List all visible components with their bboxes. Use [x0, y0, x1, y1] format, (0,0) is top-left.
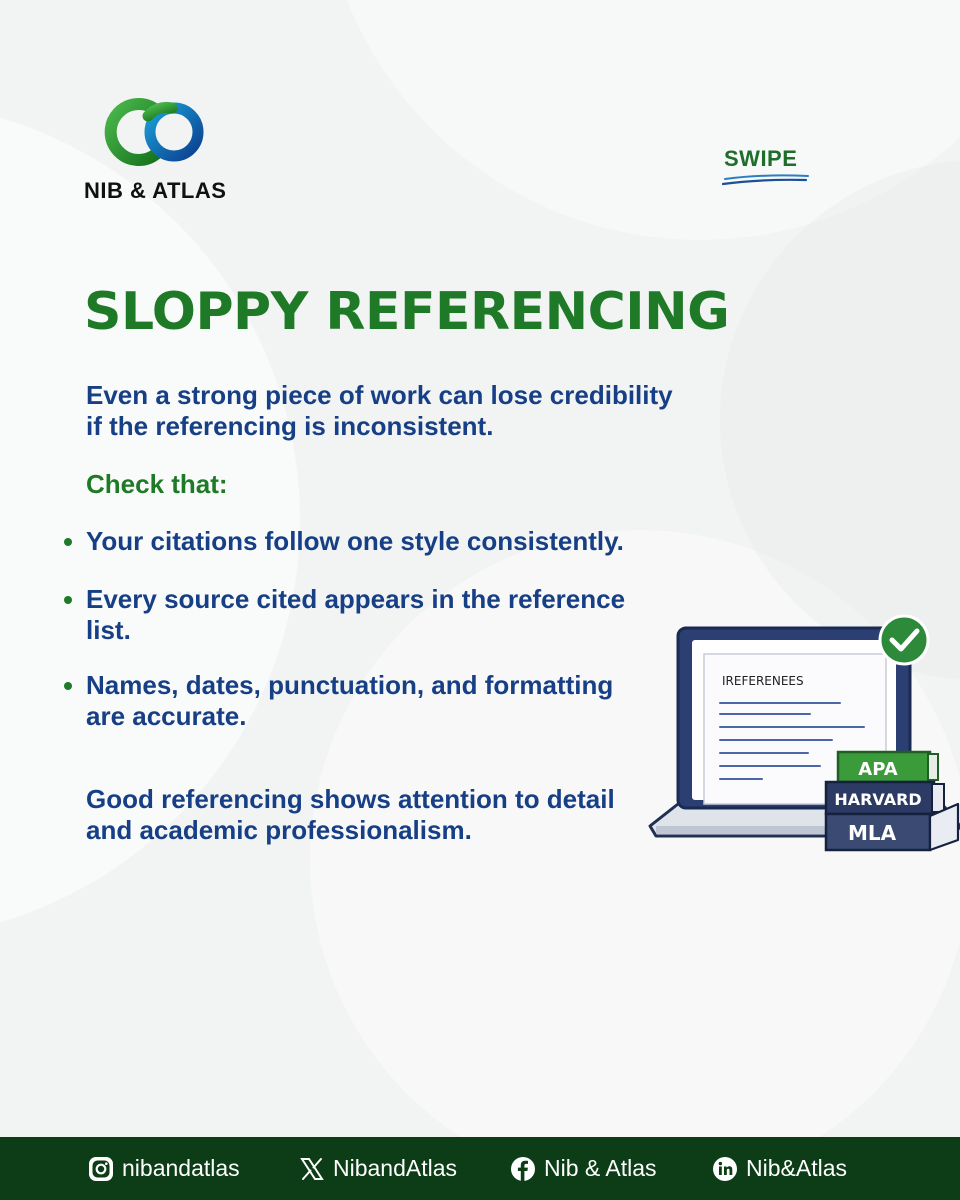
- social-handle: Nib & Atlas: [544, 1155, 657, 1181]
- social-handle: nibandatlas: [122, 1155, 240, 1181]
- brand-name: NIB & ATLAS: [84, 178, 227, 203]
- style-book-harvard: [826, 782, 944, 814]
- facebook-icon: [510, 1156, 536, 1182]
- screen-heading: IREFERENEES: [722, 674, 804, 688]
- bullet-icon: [64, 596, 72, 604]
- social-x[interactable]: [299, 1137, 457, 1200]
- check-heading: Check that:: [86, 469, 228, 499]
- list-item-text: Names, dates, punctuation, and formatting are accurate.: [86, 670, 614, 731]
- footer-social-bar: [0, 1137, 960, 1200]
- logo-rings-icon: [104, 92, 212, 172]
- social-handle: NibandAtlas: [333, 1155, 458, 1181]
- social-handle: Nib&Atlas: [746, 1155, 847, 1181]
- swipe-hint[interactable]: [724, 146, 814, 190]
- list-item-text: Your citations follow one style consistently.: [86, 526, 624, 556]
- linkedin-icon: [712, 1156, 738, 1182]
- bullet-icon: [64, 682, 72, 690]
- x-icon: [299, 1156, 325, 1182]
- swipe-label: SWIPE: [724, 146, 798, 171]
- check-circle-icon: [880, 616, 928, 664]
- list-item: [86, 526, 656, 557]
- social-instagram[interactable]: [88, 1137, 240, 1200]
- style-book-apa: [838, 752, 938, 782]
- swipe-underline-icon: [722, 172, 812, 190]
- list-item-text: Every source cited appears in the reference list.: [86, 584, 626, 645]
- book-label: APA: [858, 759, 898, 780]
- list-item: [86, 584, 656, 646]
- book-label: HARVARD: [834, 790, 922, 809]
- social-facebook[interactable]: [510, 1137, 657, 1200]
- book-label: MLA: [847, 821, 897, 845]
- laptop-illustration: [642, 614, 960, 864]
- closing-paragraph: Good referencing shows attention to detail and academic professionalism.: [86, 784, 615, 845]
- list-item: [86, 670, 656, 732]
- page-title: SLOPPY REFERENCING: [84, 282, 730, 342]
- instagram-icon: [88, 1156, 114, 1182]
- bullet-icon: [64, 538, 72, 546]
- intro-paragraph: Even a strong piece of work can lose credibility if the referencing is inconsistent.: [86, 380, 673, 441]
- social-linkedin[interactable]: [712, 1137, 847, 1200]
